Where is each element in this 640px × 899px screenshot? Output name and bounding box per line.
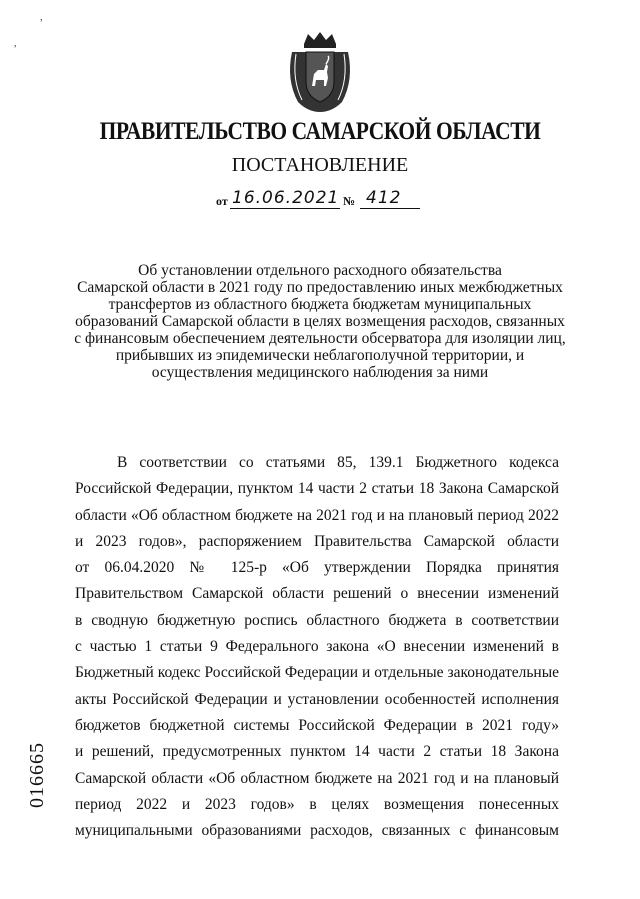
document-body bbox=[75, 450, 559, 844]
body-line: бюджетов бюджетной системы Российской Федерации в 2021 году» bbox=[75, 716, 559, 734]
body-line: период 2022 и 2023 годов» в целях возмещения понесенных bbox=[75, 795, 559, 813]
scan-mark: , bbox=[40, 12, 43, 23]
body-line: акты Российской Федерации и установлении особенностей исполнения bbox=[75, 690, 559, 708]
side-registration-number: 016665 bbox=[26, 742, 48, 808]
date-label: от bbox=[216, 194, 228, 208]
document-title bbox=[60, 262, 580, 381]
body-line: Правительством Самарской области решений о внесении изменений bbox=[75, 585, 559, 603]
coat-of-arms-icon bbox=[284, 30, 356, 114]
body-line: от 06.04.2020 № 125-р «Об утверждении Порядка принятия bbox=[75, 559, 559, 577]
date-value: 16.06.2021 bbox=[232, 188, 340, 208]
number-underline bbox=[360, 208, 420, 209]
title-line: с финансовым обеспечением деятельности обсерватора для изоляции лиц, bbox=[74, 330, 566, 347]
number-value: 412 bbox=[366, 188, 402, 208]
body-line: с частью 1 статьи 9 Федерального закона «О внесении изменений в bbox=[75, 638, 559, 656]
title-line: осуществления медицинского наблюдения за ними bbox=[151, 364, 489, 381]
body-line: Бюджетный кодекс Российской Федерации и отдельные законодательные bbox=[75, 664, 559, 682]
body-line: и 2023 годов», распоряжением Правительства Самарской области bbox=[75, 532, 559, 550]
body-line: в сводную бюджетную роспись областного бюджета в соответствии bbox=[75, 611, 559, 629]
government-name: ПРАВИТЕЛЬСТВО САМАРСКОЙ ОБЛАСТИ bbox=[99, 118, 541, 145]
body-line: В соответствии со статьями 85, 139.1 Бюджетного кодекса bbox=[117, 454, 559, 471]
title-line: прибывших из эпидемически неблагополучной территории, и bbox=[115, 347, 525, 364]
body-line: Российской Федерации, пунктом 14 части 2 статьи 18 Закона Самарской bbox=[75, 480, 559, 498]
title-line: Об установлении отдельного расходного обязательства bbox=[138, 262, 502, 279]
body-line: и решений, предусмотренных пунктом 14 части 2 статьи 18 Закона bbox=[75, 743, 559, 761]
document-type: ПОСТАНОВЛЕНИЕ bbox=[231, 154, 409, 176]
date-underline bbox=[230, 208, 340, 209]
body-line: муниципальными образованиями расходов, связанных с финансовым bbox=[75, 822, 559, 840]
title-line: Самарской области в 2021 году по предоставлению иных межбюджетных bbox=[77, 279, 563, 296]
scan-mark: , bbox=[14, 38, 17, 49]
body-line: области «Об областном бюджете на 2021 год и на плановый период 2022 bbox=[75, 506, 559, 524]
title-line: трансфертов из областного бюджета бюджетам муниципальных bbox=[108, 296, 532, 313]
number-label: № bbox=[343, 194, 356, 208]
title-line: образований Самарской области в целях возмещения расходов, связанных bbox=[75, 313, 565, 330]
body-line: Самарской области «Об областном бюджете на 2021 год и на плановый bbox=[75, 769, 559, 787]
